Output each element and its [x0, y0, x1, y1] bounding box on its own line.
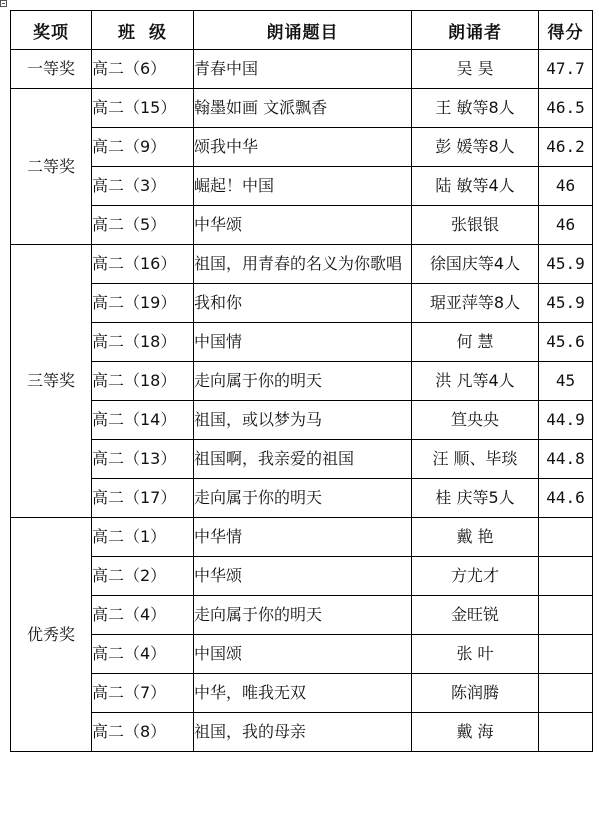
title-cell: 祖国，用青春的名义为你歌唱 — [194, 245, 412, 284]
reciter-cell: 张 叶 — [412, 635, 539, 674]
table-row — [11, 596, 593, 635]
reciter-cell: 陆 敏等4人 — [412, 167, 539, 206]
title-cell: 祖国，我的母亲 — [194, 713, 412, 752]
title-cell: 中华颂 — [194, 206, 412, 245]
title-cell: 走向属于你的明天 — [194, 596, 412, 635]
table-row — [11, 557, 593, 596]
class-cell: 高二（4） — [92, 596, 194, 635]
table-row — [11, 89, 593, 128]
table-row — [11, 206, 593, 245]
class-cell: 高二（18） — [92, 323, 194, 362]
reciter-cell: 何 慧 — [412, 323, 539, 362]
table-row — [11, 323, 593, 362]
title-cell: 走向属于你的明天 — [194, 362, 412, 401]
table-row — [11, 362, 593, 401]
reciter-cell: 汪 顺、毕琰 — [412, 440, 539, 479]
reciter-cell: 王 敏等8人 — [412, 89, 539, 128]
score-cell: 47.7 — [539, 50, 593, 89]
award-level-cell: 二等奖 — [11, 89, 92, 245]
score-cell: 46.2 — [539, 128, 593, 167]
table-row — [11, 401, 593, 440]
reciter-cell: 张银银 — [412, 206, 539, 245]
header-reciter: 朗诵者 — [412, 11, 539, 50]
class-cell: 高二（6） — [92, 50, 194, 89]
class-cell: 高二（2） — [92, 557, 194, 596]
class-cell: 高二（13） — [92, 440, 194, 479]
reciter-cell: 金旺锐 — [412, 596, 539, 635]
score-cell: 45.9 — [539, 284, 593, 323]
title-cell: 中国颂 — [194, 635, 412, 674]
title-cell: 崛起！中国 — [194, 167, 412, 206]
table-move-handle-icon[interactable] — [0, 0, 7, 7]
title-cell: 中国情 — [194, 323, 412, 362]
score-cell: 44.9 — [539, 401, 593, 440]
class-cell: 高二（18） — [92, 362, 194, 401]
table-row — [11, 167, 593, 206]
class-cell: 高二（19） — [92, 284, 194, 323]
score-cell — [539, 518, 593, 557]
table-body — [11, 50, 593, 752]
header-row — [11, 11, 593, 50]
score-cell: 45.6 — [539, 323, 593, 362]
reciter-cell: 陈润腾 — [412, 674, 539, 713]
class-cell: 高二（9） — [92, 128, 194, 167]
reciter-cell: 桂 庆等5人 — [412, 479, 539, 518]
score-cell — [539, 674, 593, 713]
score-cell: 46 — [539, 167, 593, 206]
score-cell: 44.8 — [539, 440, 593, 479]
title-cell: 青春中国 — [194, 50, 412, 89]
score-cell: 45 — [539, 362, 593, 401]
class-cell: 高二（16） — [92, 245, 194, 284]
reciter-cell: 笪央央 — [412, 401, 539, 440]
title-cell: 祖国啊，我亲爱的祖国 — [194, 440, 412, 479]
award-level-cell: 一等奖 — [11, 50, 92, 89]
header-score: 得分 — [539, 11, 593, 50]
class-cell: 高二（7） — [92, 674, 194, 713]
table-row — [11, 50, 593, 89]
header-title: 朗诵题目 — [194, 11, 412, 50]
title-cell: 翰墨如画 文派飘香 — [194, 89, 412, 128]
title-cell: 我和你 — [194, 284, 412, 323]
title-cell: 走向属于你的明天 — [194, 479, 412, 518]
reciter-cell: 吴 昊 — [412, 50, 539, 89]
table-row — [11, 674, 593, 713]
title-cell: 颂我中华 — [194, 128, 412, 167]
class-cell: 高二（8） — [92, 713, 194, 752]
reciter-cell: 彭 媛等8人 — [412, 128, 539, 167]
class-cell: 高二（15） — [92, 89, 194, 128]
title-cell: 祖国，或以梦为马 — [194, 401, 412, 440]
class-cell: 高二（4） — [92, 635, 194, 674]
table-row — [11, 128, 593, 167]
reciter-cell: 戴 艳 — [412, 518, 539, 557]
score-cell — [539, 635, 593, 674]
class-cell: 高二（17） — [92, 479, 194, 518]
reciter-cell: 戴 海 — [412, 713, 539, 752]
reciter-cell: 方尤才 — [412, 557, 539, 596]
title-cell: 中华，唯我无双 — [194, 674, 412, 713]
header-award: 奖项 — [11, 11, 92, 50]
table-row — [11, 440, 593, 479]
reciter-cell: 洪 凡等4人 — [412, 362, 539, 401]
award-level-cell: 三等奖 — [11, 245, 92, 518]
reciter-cell: 徐国庆等4人 — [412, 245, 539, 284]
table-row — [11, 245, 593, 284]
table-header — [11, 11, 593, 50]
score-cell: 44.6 — [539, 479, 593, 518]
title-cell: 中华颂 — [194, 557, 412, 596]
table-row — [11, 635, 593, 674]
awards-table — [10, 10, 593, 752]
class-cell: 高二（14） — [92, 401, 194, 440]
reciter-cell: 琚亚萍等8人 — [412, 284, 539, 323]
score-cell — [539, 713, 593, 752]
table-row — [11, 518, 593, 557]
score-cell — [539, 596, 593, 635]
score-cell: 45.9 — [539, 245, 593, 284]
award-level-cell: 优秀奖 — [11, 518, 92, 752]
score-cell: 46.5 — [539, 89, 593, 128]
table-row — [11, 284, 593, 323]
header-class: 班 级 — [92, 11, 194, 50]
title-cell: 中华情 — [194, 518, 412, 557]
table-row — [11, 713, 593, 752]
score-cell: 46 — [539, 206, 593, 245]
score-cell — [539, 557, 593, 596]
class-cell: 高二（5） — [92, 206, 194, 245]
table-row — [11, 479, 593, 518]
class-cell: 高二（1） — [92, 518, 194, 557]
class-cell: 高二（3） — [92, 167, 194, 206]
